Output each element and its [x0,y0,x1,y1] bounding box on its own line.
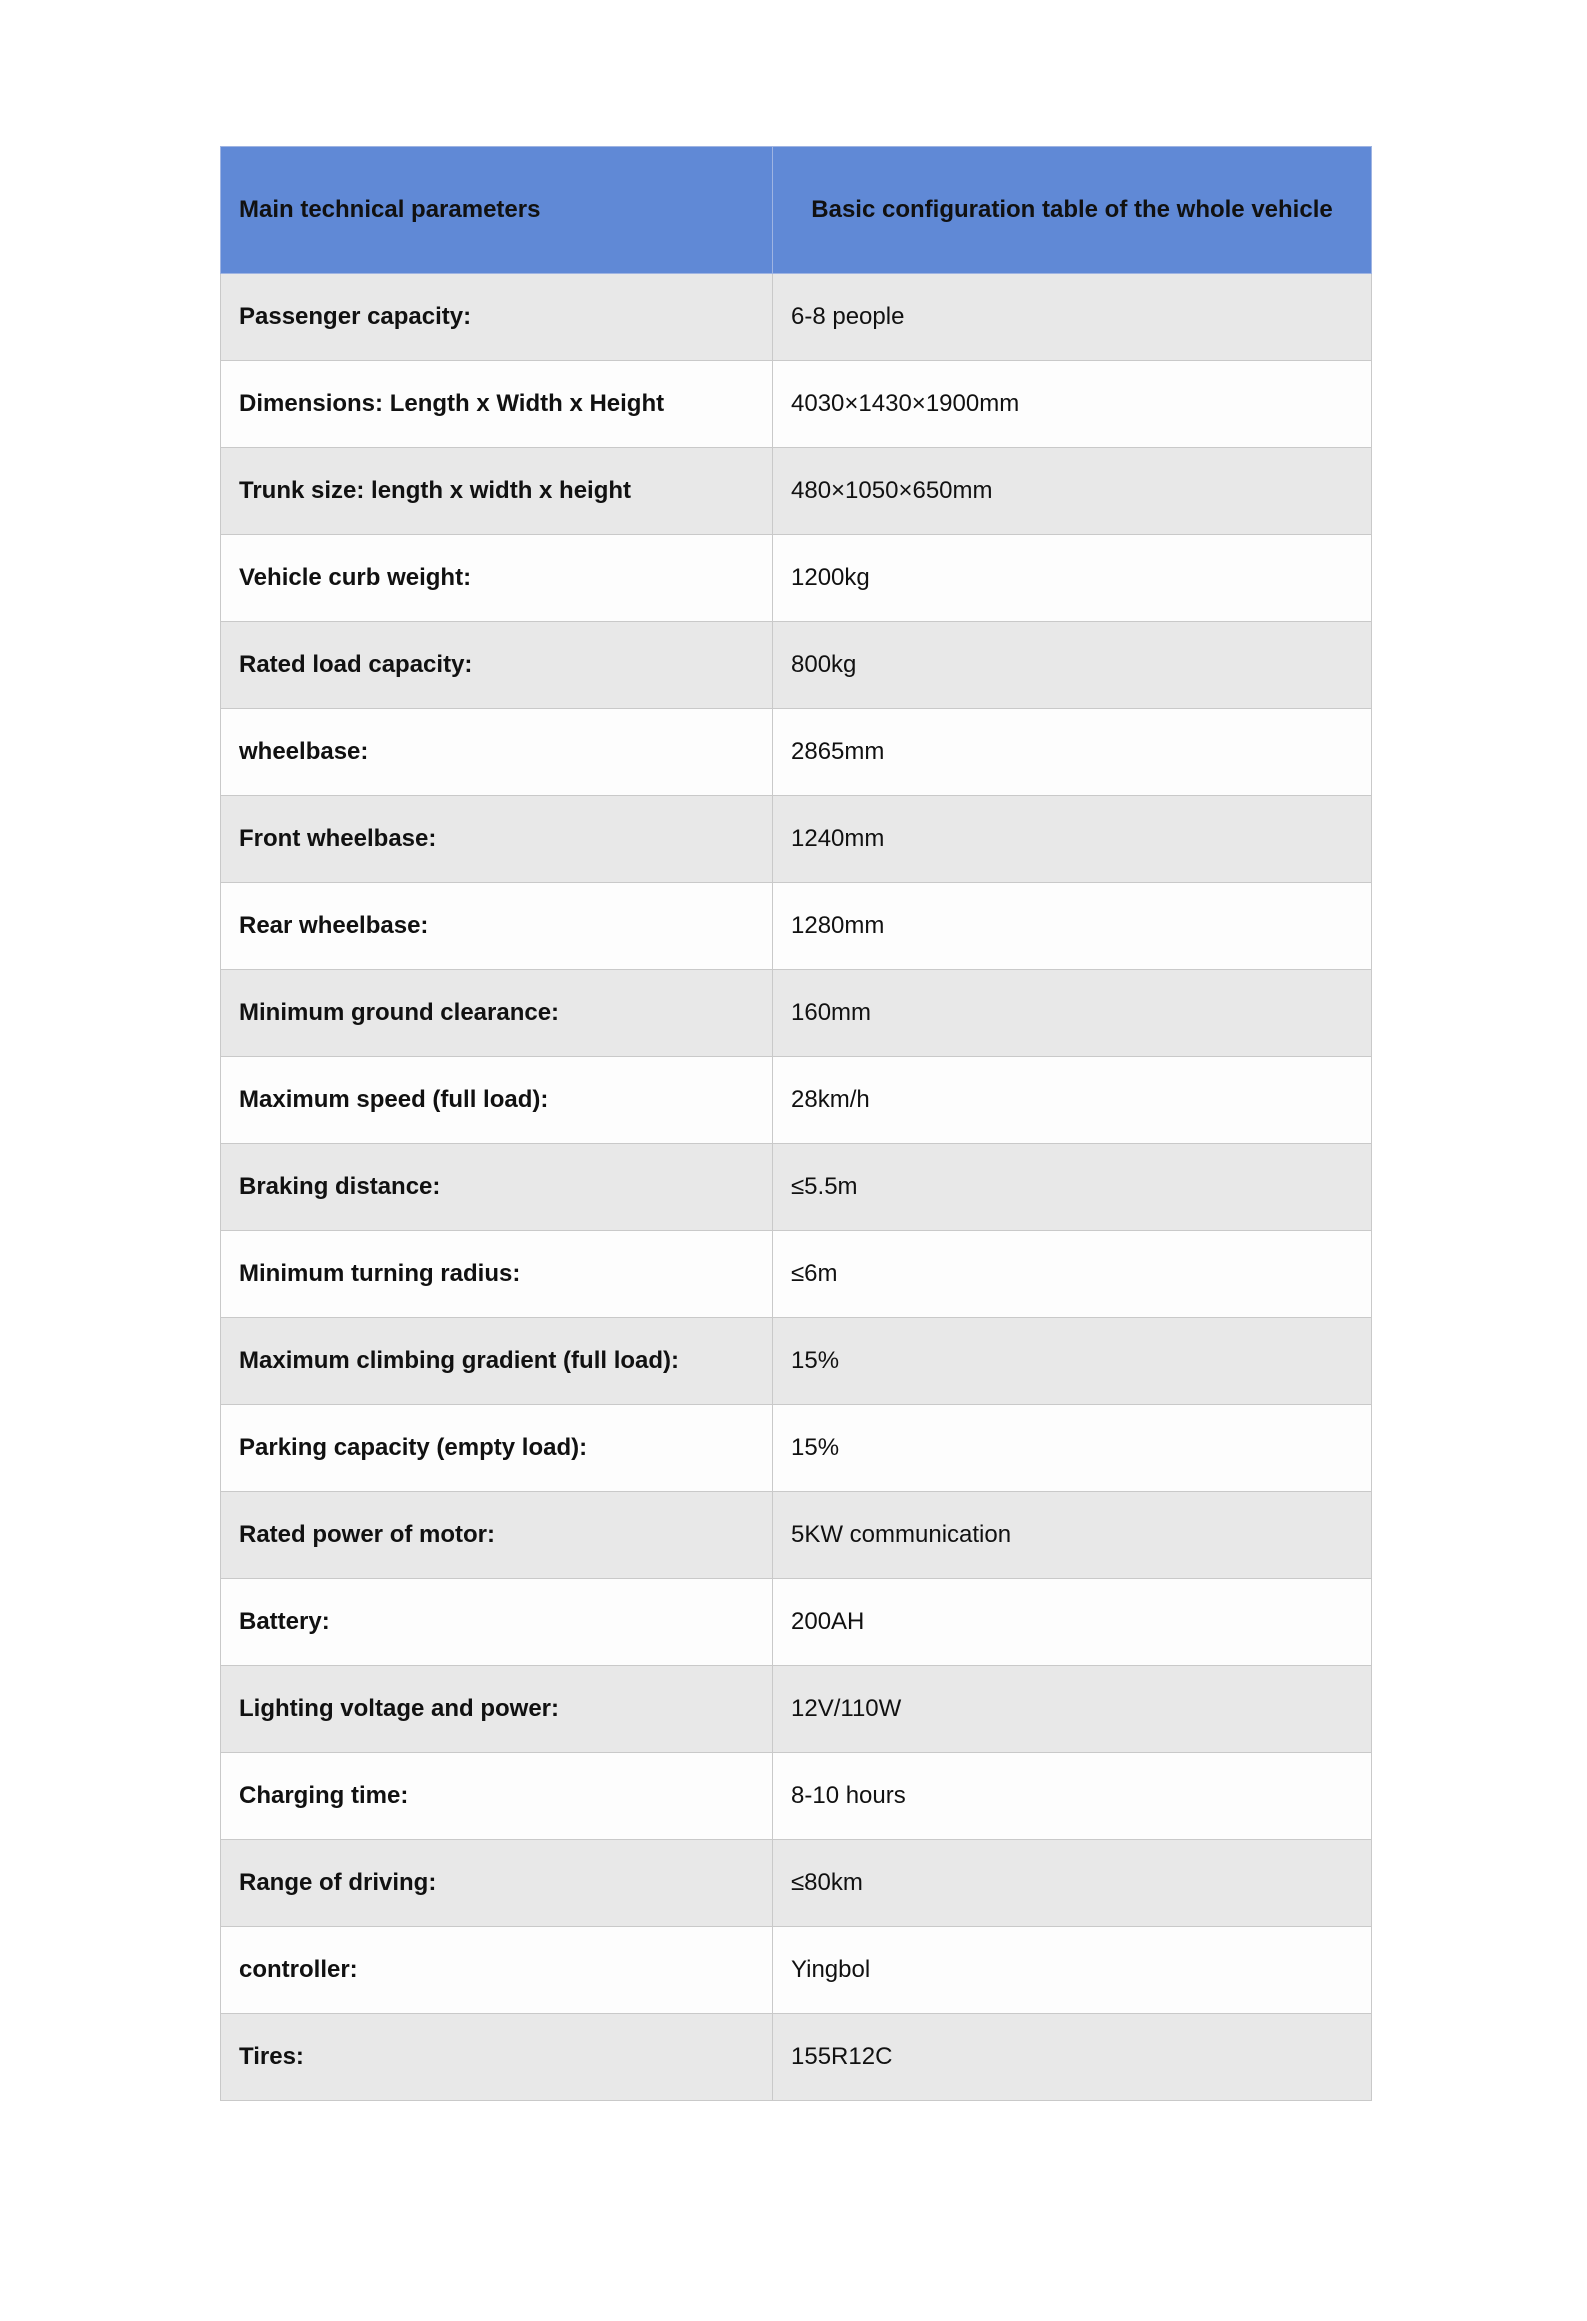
table-row [221,448,1372,535]
parameter-name: Battery: [221,1579,773,1666]
parameter-name: Tires: [221,2014,773,2101]
parameter-name: Braking distance: [221,1144,773,1231]
parameter-value: 15% [773,1318,1372,1405]
table-row [221,1057,1372,1144]
parameter-value: 12V/110W [773,1666,1372,1753]
parameter-value: ≤5.5m [773,1144,1372,1231]
parameter-name: Passenger capacity: [221,274,773,361]
table-row [221,622,1372,709]
parameter-name: Trunk size: length x width x height [221,448,773,535]
parameter-value: 1280mm [773,883,1372,970]
parameter-name: Maximum climbing gradient (full load): [221,1318,773,1405]
parameter-value: ≤6m [773,1231,1372,1318]
parameter-value: 480×1050×650mm [773,448,1372,535]
parameter-name: Charging time: [221,1753,773,1840]
parameter-name: Minimum ground clearance: [221,970,773,1057]
table-row [221,1144,1372,1231]
header-configuration: Basic configuration table of the whole vehicle [773,147,1372,274]
parameter-value: ≤80km [773,1840,1372,1927]
parameter-value: 15% [773,1405,1372,1492]
parameter-name: Minimum turning radius: [221,1231,773,1318]
parameter-value: 4030×1430×1900mm [773,361,1372,448]
table-row [221,709,1372,796]
table-row [221,796,1372,883]
table-row [221,535,1372,622]
parameter-value: 6-8 people [773,274,1372,361]
table-row [221,1231,1372,1318]
table-row [221,2014,1372,2101]
spec-table-body [221,274,1372,2101]
parameter-value: 160mm [773,970,1372,1057]
parameter-value: 5KW communication [773,1492,1372,1579]
parameter-value: Yingbol [773,1927,1372,2014]
table-row [221,883,1372,970]
parameter-name: Lighting voltage and power: [221,1666,773,1753]
table-row [221,1318,1372,1405]
table-row [221,1840,1372,1927]
parameter-name: controller: [221,1927,773,2014]
parameter-value: 1240mm [773,796,1372,883]
table-row [221,1753,1372,1840]
parameter-name: Parking capacity (empty load): [221,1405,773,1492]
table-row [221,361,1372,448]
table-row [221,1927,1372,2014]
parameter-value: 1200kg [773,535,1372,622]
parameter-name: Front wheelbase: [221,796,773,883]
parameter-name: Rated power of motor: [221,1492,773,1579]
spec-table-header [221,147,1372,274]
table-row [221,1492,1372,1579]
table-row [221,274,1372,361]
parameter-value: 2865mm [773,709,1372,796]
parameter-name: Dimensions: Length x Width x Height [221,361,773,448]
parameter-value: 155R12C [773,2014,1372,2101]
parameter-value: 28km/h [773,1057,1372,1144]
table-row [221,1666,1372,1753]
parameter-name: Vehicle curb weight: [221,535,773,622]
parameter-name: wheelbase: [221,709,773,796]
spec-table [220,146,1372,2101]
parameter-value: 800kg [773,622,1372,709]
table-row [221,1579,1372,1666]
header-parameters: Main technical parameters [221,147,773,274]
header-row [221,147,1372,274]
parameter-value: 200AH [773,1579,1372,1666]
parameter-value: 8-10 hours [773,1753,1372,1840]
table-row [221,970,1372,1057]
parameter-name: Rated load capacity: [221,622,773,709]
table-row [221,1405,1372,1492]
parameter-name: Rear wheelbase: [221,883,773,970]
parameter-name: Maximum speed (full load): [221,1057,773,1144]
parameter-name: Range of driving: [221,1840,773,1927]
